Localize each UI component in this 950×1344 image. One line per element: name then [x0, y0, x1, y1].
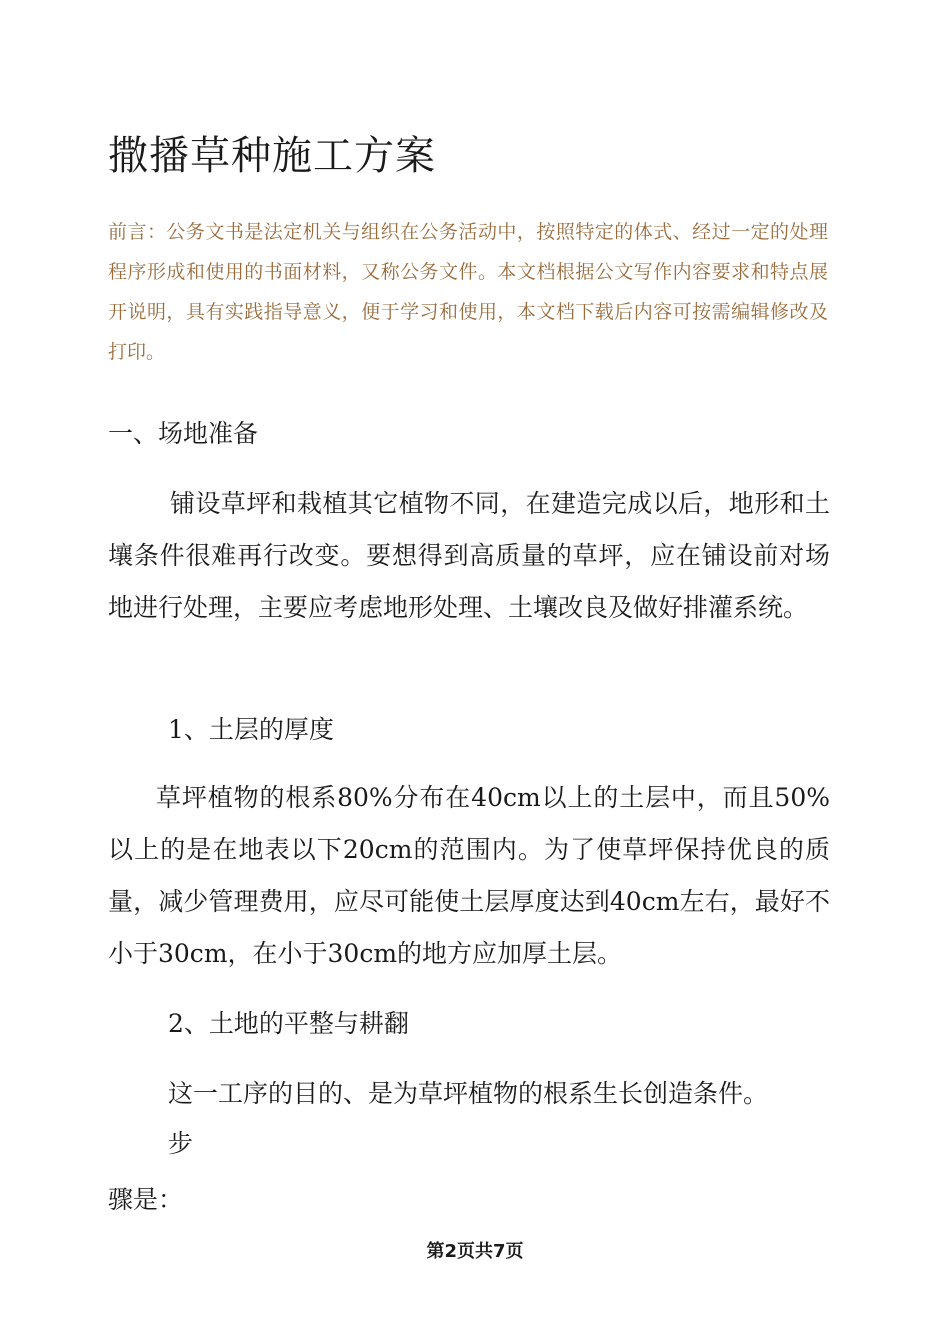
subsection-line-land-leveling-3: 骤是：: [108, 1185, 184, 1214]
subsection-line-land-leveling-1: 这一工序的目的、是为草坪植物的根系生长创造条件。: [168, 1079, 769, 1108]
section-paragraph-site-preparation: 铺设草坪和栽植其它植物不同，在建造完成以后，地形和土壤条件很难再行改变。要想得到高质量的草坪，应在铺设前对场地进行处理，主要应考虑地形处理、土壤改良及做好排灌系统。: [108, 489, 830, 622]
preface-paragraph: 前言：公务文书是法定机关与组织在公务活动中，按照特定的体式、经过一定的处理程序形成和使用的书面材料，又称公务文件。本文档根据公文写作内容要求和特点展开说明，具有实践指导意义，便于学习和使用，本文档下载后内容可按需编辑修改及打印。: [108, 221, 828, 363]
subsection-heading-land-leveling: 2、土地的平整与耕翻: [168, 1009, 409, 1038]
subsection-paragraph-soil-thickness: 草坪植物的根系80%分布在40cm以上的土层中，而且50%以上的是在地表以下20cm的范围内。为了使草坪保持优良的质量，减少管理费用，应尽可能使土层厚度达到40cm左右，最好不小于30cm，在小于30cm的地方应加厚土层。: [108, 783, 830, 968]
subsection-heading-soil-thickness: 1、土层的厚度: [168, 715, 334, 744]
subsection-line-land-leveling-2: 步: [168, 1129, 194, 1158]
section-heading-site-preparation: 一、场地准备: [108, 419, 259, 448]
page-footer-page-number: 第2页共7页: [426, 1241, 524, 1262]
document-title: 撒播草种施工方案: [108, 133, 436, 179]
